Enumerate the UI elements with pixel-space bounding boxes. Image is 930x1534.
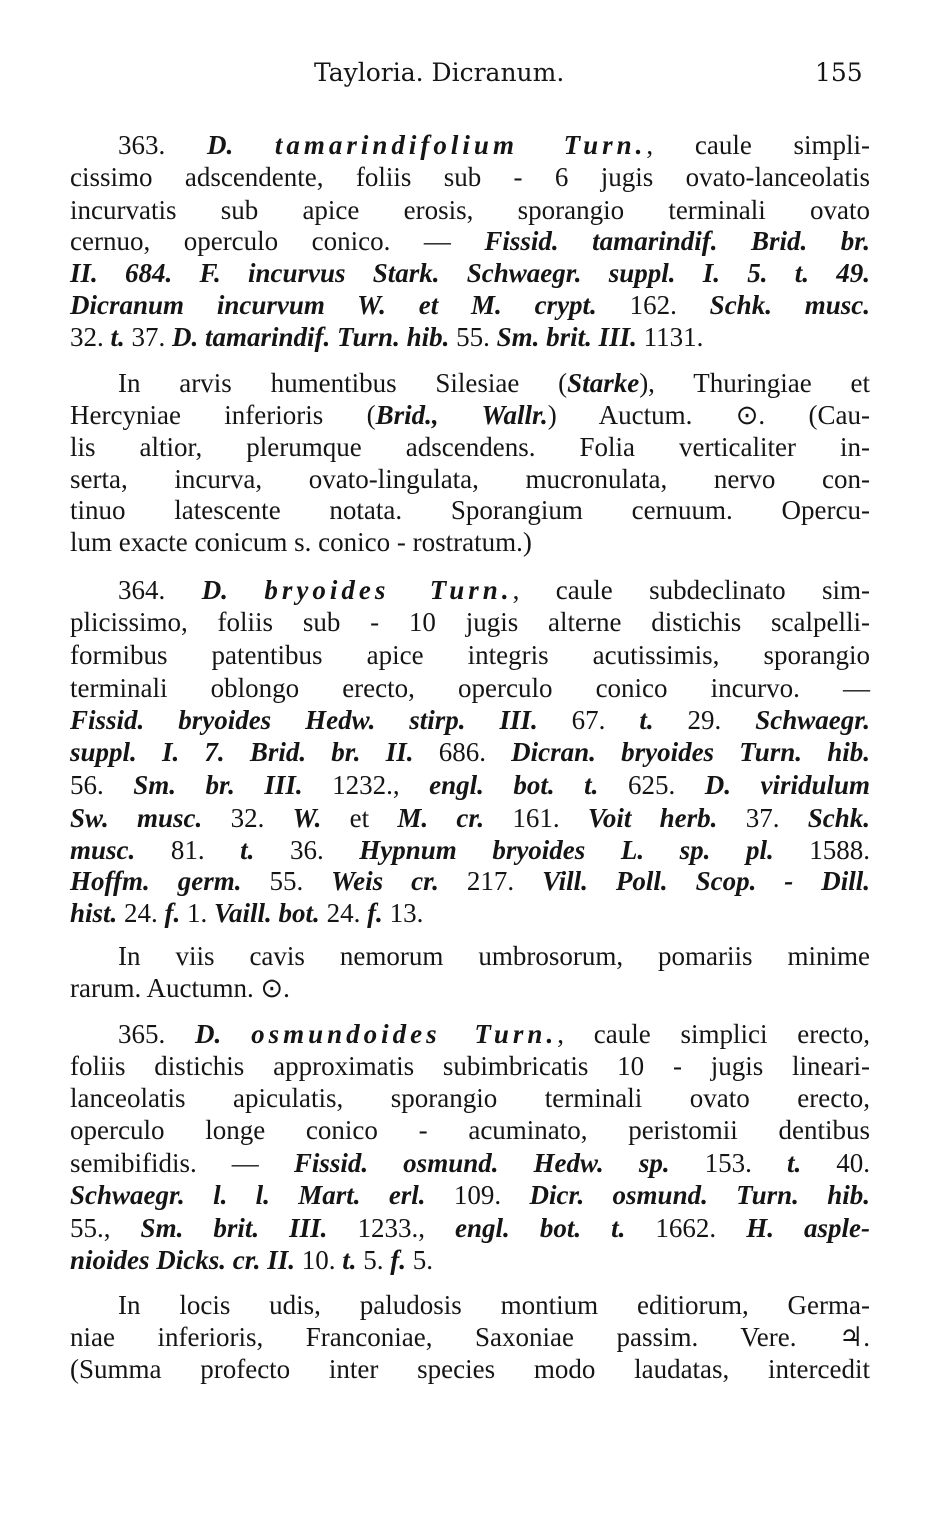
- text-line: [70, 1245, 870, 1275]
- text-line: [70, 835, 870, 865]
- text-line: [70, 162, 870, 192]
- text-run: Hercyniae inferioris (: [70, 400, 376, 430]
- text-line: [70, 495, 870, 525]
- text-run: , caule subdeclinato sim-: [512, 575, 871, 605]
- italic-text-run: Schwaegr.: [755, 705, 871, 735]
- italic-text-run: D.: [201, 575, 265, 605]
- italic-text-run: Vill. Poll. Scop. - Dill.: [542, 866, 871, 896]
- italic-text-run: nioides Dicks. cr. II.: [70, 1245, 302, 1275]
- text-run: ), Thuringiae et: [639, 368, 870, 398]
- text-line: [70, 1354, 870, 1384]
- italic-text-run: Weis cr.: [331, 866, 467, 896]
- text-run: 55.: [269, 866, 332, 896]
- italic-text-run: D. viridulum: [704, 770, 870, 800]
- text-run: 1131.: [643, 322, 704, 352]
- italic-text-run: musc.: [70, 835, 171, 865]
- text-run: 1.: [187, 898, 215, 928]
- text-line: [70, 1115, 870, 1145]
- text-line: [70, 973, 870, 1003]
- text-line: [70, 1180, 870, 1210]
- text-run: 10.: [301, 1245, 343, 1275]
- text-run: 363.: [118, 130, 207, 160]
- text-run: serta, incurva, ovato-lingulata, mucronulata, nervo con-: [70, 464, 870, 494]
- italic-text-run: Dicran. bryoides Turn. hib.: [511, 737, 870, 767]
- text-run: 13.: [389, 898, 424, 928]
- text-line: [118, 941, 870, 971]
- text-run: 37.: [131, 322, 173, 352]
- text-line: [70, 1051, 870, 1081]
- text-run: rarum. Auctumn. ⊙.: [70, 973, 290, 1003]
- italic-text-run: M. cr.: [397, 803, 513, 833]
- text-run: 686.: [438, 737, 512, 767]
- italic-text-run: Schwaegr. l. l. Mart. erl.: [70, 1180, 454, 1210]
- text-run: 365.: [118, 1019, 196, 1049]
- italic-text-run: f.: [390, 1245, 413, 1275]
- italic-text-run: t.: [110, 322, 132, 352]
- italic-text-run: engl. bot. t.: [429, 770, 628, 800]
- text-run: semibifidis. —: [70, 1148, 294, 1178]
- italic-text-run: Sm. br. III.: [133, 770, 333, 800]
- text-line: [70, 898, 870, 928]
- text-line: [70, 640, 870, 670]
- text-run: cissimo adscendente, foliis sub - 6 jugis ovato-lanceolatis: [70, 162, 870, 192]
- italic-text-run: Hypnum bryoides L. sp. pl.: [359, 835, 810, 865]
- text-run: 161.: [512, 803, 588, 833]
- italic-text-run: Sm. brit. III.: [496, 322, 644, 352]
- italic-text-run: D.: [206, 130, 275, 160]
- text-line: [118, 1019, 870, 1049]
- text-line: [70, 226, 870, 256]
- text-run: formibus patentibus apice integris acutissimis, sporangio: [70, 640, 870, 670]
- italic-text-run: t.: [786, 1148, 837, 1178]
- text-line: [70, 607, 870, 637]
- text-run: 32.: [70, 322, 111, 352]
- text-line: [70, 195, 870, 225]
- italic-text-run: Dicr. osmund. Turn. hib.: [529, 1180, 871, 1210]
- text-line: [70, 290, 870, 320]
- text-run: operculo longe conico - acuminato, peristomii dentibus: [70, 1115, 870, 1145]
- italic-text-run: f.: [164, 898, 188, 928]
- text-run: 1232.,: [332, 770, 430, 800]
- text-line: [70, 705, 870, 735]
- italic-text-run: engl. bot. t.: [455, 1213, 656, 1243]
- text-run: 55.,: [70, 1213, 141, 1243]
- text-run: terminali oblongo erecto, operculo conico incurvo. —: [70, 673, 870, 703]
- italic-text-run: D. tamarindif. Turn. hib.: [172, 322, 457, 352]
- text-line: [70, 1148, 870, 1178]
- text-run: 81.: [170, 835, 241, 865]
- text-run: 625.: [627, 770, 705, 800]
- italic-text-run: bryoides Turn.: [264, 575, 513, 605]
- italic-text-run: II. 684. F. incurvus Stark. Schwaegr. suppl. I. 5. t. 49.: [70, 258, 870, 288]
- text-line: [70, 673, 870, 703]
- italic-text-run: suppl. I. 7. Brid. br. II.: [70, 737, 439, 767]
- text-run: 1588.: [809, 835, 871, 865]
- text-run: cernuo, operculo conico. —: [70, 226, 485, 256]
- italic-text-run: hist.: [70, 898, 125, 928]
- text-run: ) Auctum. ⊙. (Cau-: [547, 400, 870, 430]
- text-run: 153.: [704, 1148, 787, 1178]
- text-run: In locis udis, paludosis montium editiorum, Germa-: [118, 1290, 870, 1320]
- italic-text-run: Schk. musc.: [709, 290, 870, 320]
- text-run: 32.: [230, 803, 293, 833]
- italic-text-run: tamarindifolium Turn.: [274, 130, 647, 160]
- text-line: [70, 737, 870, 767]
- italic-text-run: Brid., Wallr.: [375, 400, 548, 430]
- text-run: , caule simpli-: [646, 130, 871, 160]
- text-run: 5.: [363, 1245, 391, 1275]
- text-run: lum exacte conicum s. conico - rostratum.): [70, 527, 532, 557]
- text-line: [70, 866, 870, 896]
- text-line: [70, 803, 870, 833]
- page-number: 155: [815, 58, 863, 87]
- text-run: 56.: [70, 770, 134, 800]
- text-line: [70, 258, 870, 288]
- italic-text-run: Fissid. osmund. Hedw. sp.: [293, 1148, 705, 1178]
- text-run: 1662.: [655, 1213, 747, 1243]
- text-run: lis altior, plerumque adscendens. Folia verticaliter in-: [70, 432, 870, 462]
- italic-text-run: Vaill. bot.: [214, 898, 327, 928]
- italic-text-run: t.: [240, 835, 290, 865]
- text-run: , caule simplici erecto,: [557, 1019, 870, 1049]
- text-run: 24.: [326, 898, 368, 928]
- text-run: 67.: [571, 705, 640, 735]
- italic-text-run: W.: [292, 803, 350, 833]
- italic-text-run: Fissid. bryoides Hedw. stirp. III.: [70, 705, 572, 735]
- text-line: [70, 432, 870, 462]
- text-line: [118, 368, 870, 398]
- text-line: [70, 322, 870, 352]
- italic-text-run: Sm. brit. III.: [140, 1213, 358, 1243]
- text-line: [70, 1213, 870, 1243]
- text-run: tinuo latescente notata. Sporangium cernuum. Opercu-: [70, 495, 870, 525]
- italic-text-run: t.: [639, 705, 688, 735]
- text-run: In arvis humentibus Silesiae (: [118, 368, 568, 398]
- text-run: 24.: [124, 898, 165, 928]
- italic-text-run: t.: [342, 1245, 364, 1275]
- text-run: 37.: [745, 803, 808, 833]
- italic-text-run: Schk.: [807, 803, 870, 833]
- text-run: incurvatis sub apice erosis, sporangio terminali ovato: [70, 195, 870, 225]
- text-run: 1233.,: [357, 1213, 456, 1243]
- text-run: 55.: [456, 322, 497, 352]
- text-line: [70, 1083, 870, 1113]
- text-line: [70, 400, 870, 430]
- text-run: 162.: [629, 290, 710, 320]
- text-run: 40.: [836, 1148, 871, 1178]
- text-run: niae inferioris, Franconiae, Saxoniae passim. Vere. ♃.: [70, 1322, 870, 1352]
- text-run: plicissimo, foliis sub - 10 jugis alterne distichis scalpelli-: [70, 607, 870, 637]
- italic-text-run: Hoffm. germ.: [70, 866, 270, 896]
- text-run: 217.: [466, 866, 543, 896]
- text-line: [70, 770, 870, 800]
- italic-text-run: Voit herb.: [587, 803, 746, 833]
- italic-text-run: f.: [367, 898, 390, 928]
- text-line: [70, 464, 870, 494]
- text-run: 5.: [412, 1245, 434, 1275]
- text-line: [70, 527, 870, 557]
- text-run: 109.: [453, 1180, 530, 1210]
- text-run: 364.: [118, 575, 202, 605]
- text-run: foliis distichis approximatis subimbricatis 10 - jugis lineari-: [70, 1051, 870, 1081]
- italic-text-run: Sw. musc.: [70, 803, 231, 833]
- italic-text-run: Dicranum incurvum W. et M. crypt.: [70, 290, 630, 320]
- italic-text-run: osmundoides Turn.: [251, 1019, 558, 1049]
- italic-text-run: Starke: [567, 368, 640, 398]
- text-run: 36.: [289, 835, 360, 865]
- header-title: Tayloria. Dicranum.: [314, 58, 565, 87]
- italic-text-run: Fissid. tamarindif. Brid. br.: [484, 226, 870, 256]
- italic-text-run: D.: [195, 1019, 252, 1049]
- text-run: In viis cavis nemorum umbrosorum, pomariis minime: [118, 941, 870, 971]
- text-run: lanceolatis apiculatis, sporangio terminali ovato erecto,: [70, 1083, 870, 1113]
- text-line: [118, 130, 870, 160]
- italic-text-run: H. asple-: [746, 1213, 870, 1243]
- text-line: [118, 1290, 870, 1320]
- text-run: (Summa profecto inter species modo laudatas, intercedit: [70, 1354, 870, 1384]
- text-run: et: [349, 803, 398, 833]
- text-line: [118, 575, 870, 605]
- text-run: 29.: [687, 705, 756, 735]
- text-line: [70, 1322, 870, 1352]
